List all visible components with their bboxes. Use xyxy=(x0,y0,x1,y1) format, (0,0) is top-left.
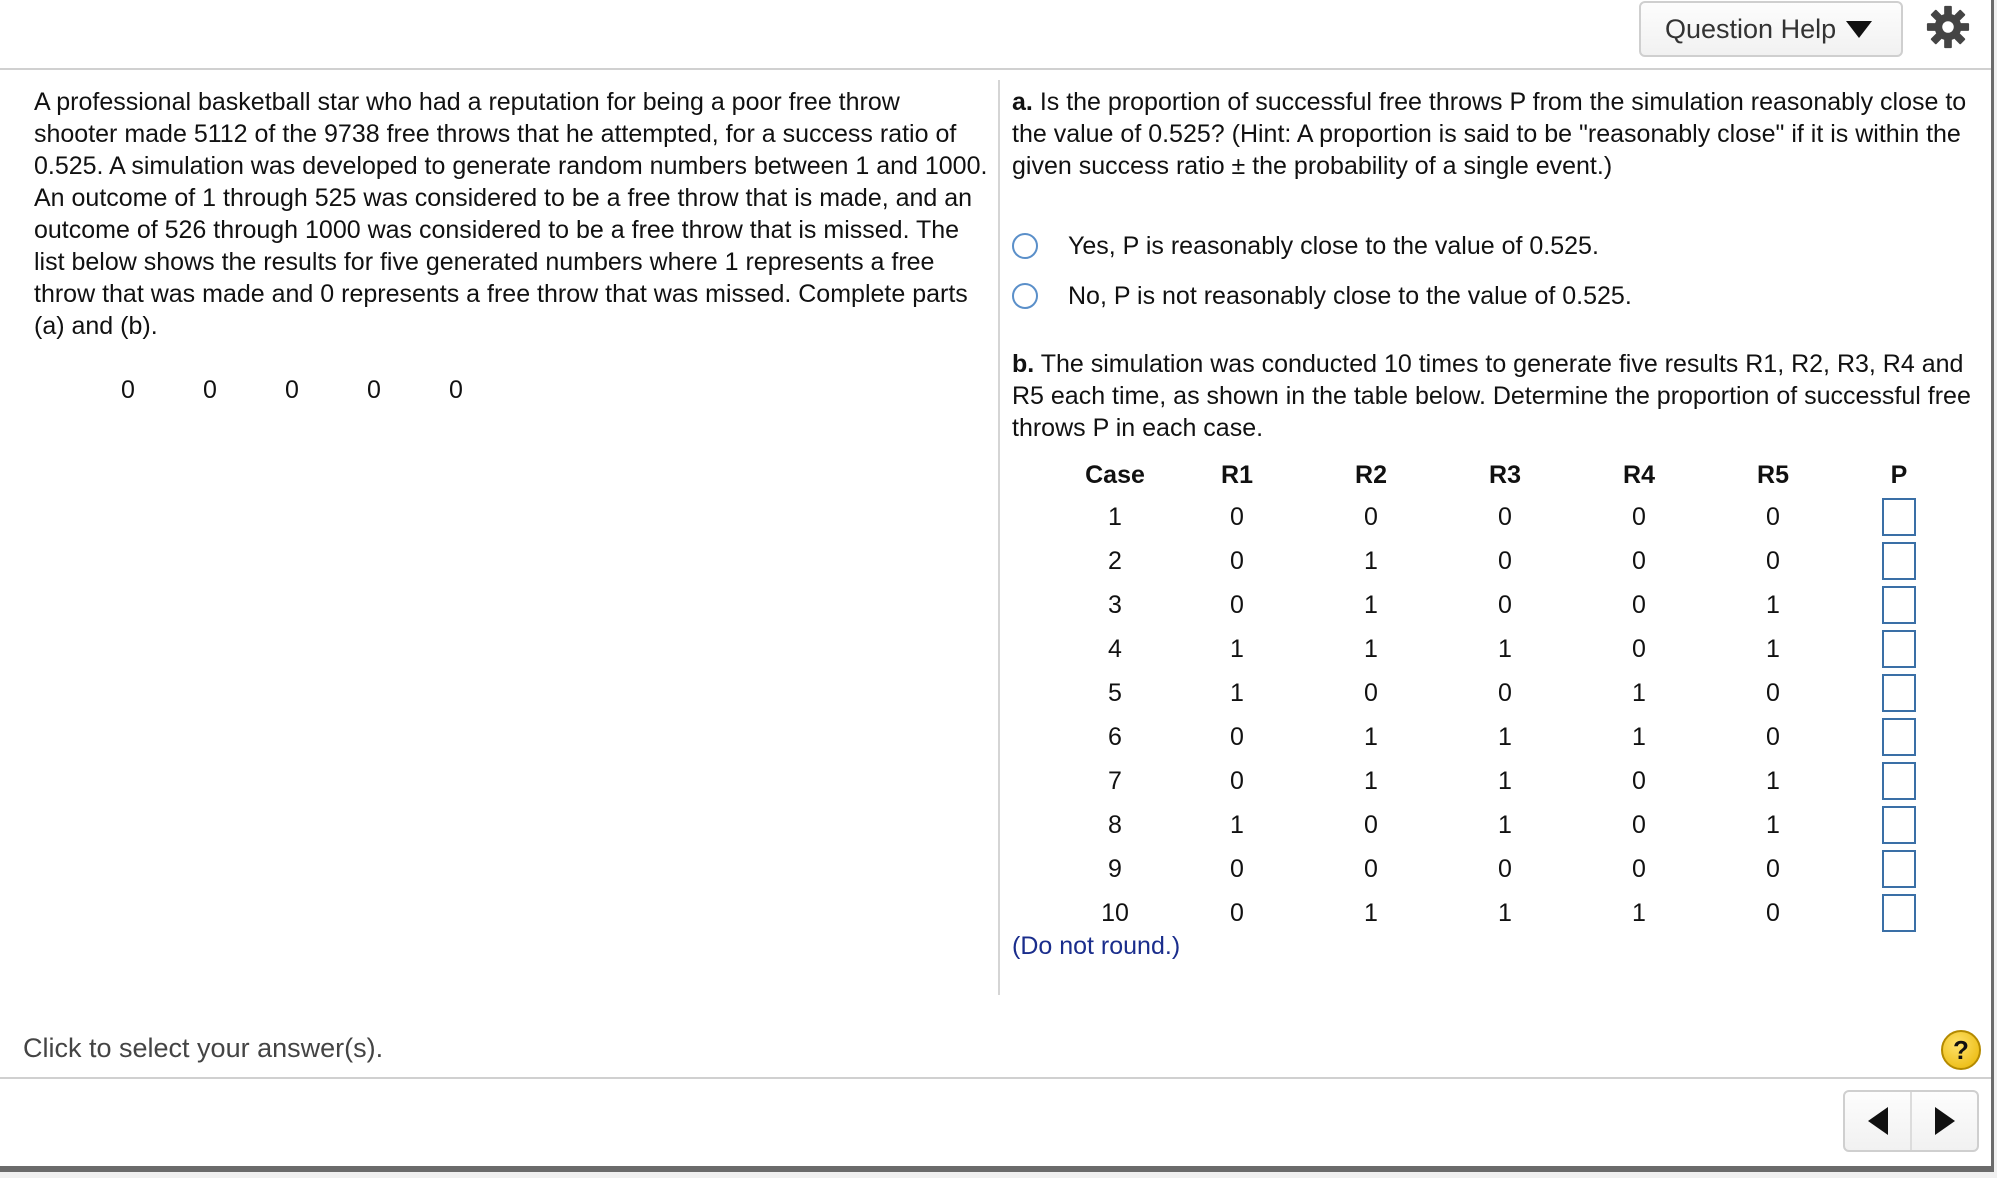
p-cell xyxy=(1840,803,1958,847)
sample-value: 0 xyxy=(203,376,217,404)
navigation-buttons xyxy=(1843,1090,1979,1152)
radio-no[interactable] xyxy=(1012,283,1038,309)
part-a-text: Is the proportion of successful free throws P from the simulation reasonably close to the value of 0.525? (Hint: A proportion is said to be "reasonably close" if it is within the given success ratio ± the probability of a single event.) xyxy=(1012,88,1967,180)
help-icon[interactable]: ? xyxy=(1941,1030,1981,1070)
problem-statement: A professional basketball star who had a reputation for being a poor free throw shooter made 5112 of the 9738 free throws that he attempted, for a success ratio of 0.525. A simulation was developed to generate random numbers between 1 and 1000. An outcome of 1 through 525 was considered to be a free throw that is made, and an outcome of 526 through 1000 was considered to be a free throw that is missed. The list below shows the results for five generated numbers where 1 represents a free throw that was made and 0 represents a free throw that was missed. Complete parts (a) and (b). xyxy=(34,88,988,340)
result-cell: 0 xyxy=(1766,722,1780,751)
result-cell: 0 xyxy=(1498,678,1512,707)
table-row xyxy=(1060,539,1958,583)
result-cell: 0 xyxy=(1632,810,1646,839)
result-cell: 1 xyxy=(1498,898,1512,927)
arrow-left-icon xyxy=(1868,1107,1888,1135)
table-row xyxy=(1060,671,1958,715)
table-body xyxy=(1060,495,1958,935)
result-cell: 0 xyxy=(1230,546,1244,575)
header-r5: R5 xyxy=(1757,460,1789,489)
case-number: 5 xyxy=(1108,678,1122,707)
case-number: 8 xyxy=(1108,810,1122,839)
table-row xyxy=(1060,759,1958,803)
result-cell: 0 xyxy=(1498,502,1512,531)
p-answer-input[interactable] xyxy=(1882,806,1916,844)
sample-value: 0 xyxy=(367,376,381,404)
result-cell: 0 xyxy=(1364,678,1378,707)
option-no[interactable] xyxy=(1012,276,1632,316)
p-cell xyxy=(1840,715,1958,759)
result-cell: 1 xyxy=(1364,546,1378,575)
part-a-label: a. xyxy=(1012,88,1033,116)
table-row xyxy=(1060,803,1958,847)
result-cell: 1 xyxy=(1364,722,1378,751)
result-cell: 0 xyxy=(1766,678,1780,707)
header-r4: R4 xyxy=(1623,460,1655,489)
result-cell: 0 xyxy=(1498,590,1512,619)
option-yes-label: Yes, P is reasonably close to the value of 0.525. xyxy=(1068,231,1599,260)
result-cell: 0 xyxy=(1230,898,1244,927)
result-cell: 0 xyxy=(1364,502,1378,531)
result-cell: 0 xyxy=(1364,810,1378,839)
result-cell: 1 xyxy=(1498,766,1512,795)
gear-icon[interactable] xyxy=(1925,4,1971,50)
table-row xyxy=(1060,891,1958,935)
table-row xyxy=(1060,847,1958,891)
result-cell: 1 xyxy=(1766,810,1780,839)
p-answer-input[interactable] xyxy=(1882,718,1916,756)
rounding-note: (Do not round.) xyxy=(1012,932,1181,960)
option-no-label: No, P is not reasonably close to the value of 0.525. xyxy=(1068,281,1632,310)
result-cell: 1 xyxy=(1498,722,1512,751)
table-row xyxy=(1060,495,1958,539)
result-cell: 1 xyxy=(1364,766,1378,795)
p-answer-input[interactable] xyxy=(1882,894,1916,932)
result-cell: 0 xyxy=(1230,590,1244,619)
result-cell: 0 xyxy=(1230,766,1244,795)
p-cell xyxy=(1840,847,1958,891)
result-cell: 0 xyxy=(1766,546,1780,575)
p-cell xyxy=(1840,583,1958,627)
arrow-right-icon xyxy=(1935,1107,1955,1135)
result-cell: 0 xyxy=(1632,766,1646,795)
p-cell xyxy=(1840,891,1958,935)
p-cell xyxy=(1840,627,1958,671)
result-cell: 1 xyxy=(1364,590,1378,619)
p-answer-input[interactable] xyxy=(1882,542,1916,580)
case-number: 6 xyxy=(1108,722,1122,751)
result-cell: 0 xyxy=(1632,546,1646,575)
case-number: 3 xyxy=(1108,590,1122,619)
radio-yes[interactable] xyxy=(1012,233,1038,259)
p-answer-input[interactable] xyxy=(1882,850,1916,888)
result-cell: 0 xyxy=(1632,502,1646,531)
sample-value: 0 xyxy=(121,376,135,404)
p-answer-input[interactable] xyxy=(1882,762,1916,800)
part-b-label: b. xyxy=(1012,350,1035,378)
result-cell: 0 xyxy=(1230,502,1244,531)
table-row xyxy=(1060,627,1958,671)
case-number: 7 xyxy=(1108,766,1122,795)
result-cell: 1 xyxy=(1766,634,1780,663)
case-number: 10 xyxy=(1101,898,1129,927)
table-row xyxy=(1060,583,1958,627)
result-cell: 1 xyxy=(1364,634,1378,663)
result-cell: 0 xyxy=(1766,502,1780,531)
result-cell: 0 xyxy=(1364,854,1378,883)
result-cell: 1 xyxy=(1632,678,1646,707)
result-cell: 0 xyxy=(1498,854,1512,883)
p-answer-input[interactable] xyxy=(1882,586,1916,624)
sample-value: 0 xyxy=(285,376,299,404)
result-cell: 1 xyxy=(1230,634,1244,663)
result-cell: 0 xyxy=(1498,546,1512,575)
result-cell: 1 xyxy=(1230,678,1244,707)
column-divider xyxy=(998,80,1000,995)
table-row xyxy=(1060,715,1958,759)
part-b-text: The simulation was conducted 10 times to generate five results R1, R2, R3, R4 and R5 each time, as shown in the table below. Determine the proportion of successful free throws P in each case. xyxy=(1012,350,1971,442)
result-cell: 0 xyxy=(1230,722,1244,751)
next-button[interactable] xyxy=(1910,1092,1977,1150)
table-header-row xyxy=(1060,455,1958,495)
result-cell: 1 xyxy=(1766,590,1780,619)
result-cell: 0 xyxy=(1632,854,1646,883)
top-toolbar xyxy=(0,0,1991,70)
header-r1: R1 xyxy=(1221,460,1253,489)
case-number: 9 xyxy=(1108,854,1122,883)
result-cell: 1 xyxy=(1498,634,1512,663)
p-cell xyxy=(1840,495,1958,539)
result-cell: 1 xyxy=(1766,766,1780,795)
previous-button[interactable] xyxy=(1845,1092,1910,1150)
case-number: 1 xyxy=(1108,502,1122,531)
p-cell xyxy=(1840,539,1958,583)
result-cell: 0 xyxy=(1766,854,1780,883)
result-cell: 1 xyxy=(1364,898,1378,927)
header-p: P xyxy=(1890,460,1908,489)
p-answer-input[interactable] xyxy=(1882,498,1916,536)
p-answer-input[interactable] xyxy=(1882,674,1916,712)
p-cell xyxy=(1840,671,1958,715)
result-cell: 0 xyxy=(1632,634,1646,663)
simulation-table xyxy=(1060,455,1958,935)
case-number: 4 xyxy=(1108,634,1122,663)
p-cell xyxy=(1840,759,1958,803)
result-cell: 1 xyxy=(1498,810,1512,839)
result-cell: 0 xyxy=(1766,898,1780,927)
result-cell: 1 xyxy=(1632,722,1646,751)
header-r2: R2 xyxy=(1355,460,1387,489)
sample-value: 0 xyxy=(449,376,463,404)
question-help-button[interactable] xyxy=(1639,1,1903,57)
part-b-question xyxy=(1012,348,1972,444)
result-cell: 1 xyxy=(1230,810,1244,839)
case-number: 2 xyxy=(1108,546,1122,575)
option-yes[interactable] xyxy=(1012,226,1599,266)
result-cell: 0 xyxy=(1230,854,1244,883)
header-r3: R3 xyxy=(1489,460,1521,489)
result-cell: 0 xyxy=(1632,590,1646,619)
dropdown-arrow-icon xyxy=(1846,21,1872,38)
result-cell: 1 xyxy=(1632,898,1646,927)
p-answer-input[interactable] xyxy=(1882,630,1916,668)
footer-divider xyxy=(0,1077,1991,1079)
header-case: Case xyxy=(1085,460,1145,489)
question-help-label: Question Help xyxy=(1665,13,1837,44)
part-a-question xyxy=(1012,86,1972,182)
status-text: Click to select your answer(s). xyxy=(23,1033,384,1063)
